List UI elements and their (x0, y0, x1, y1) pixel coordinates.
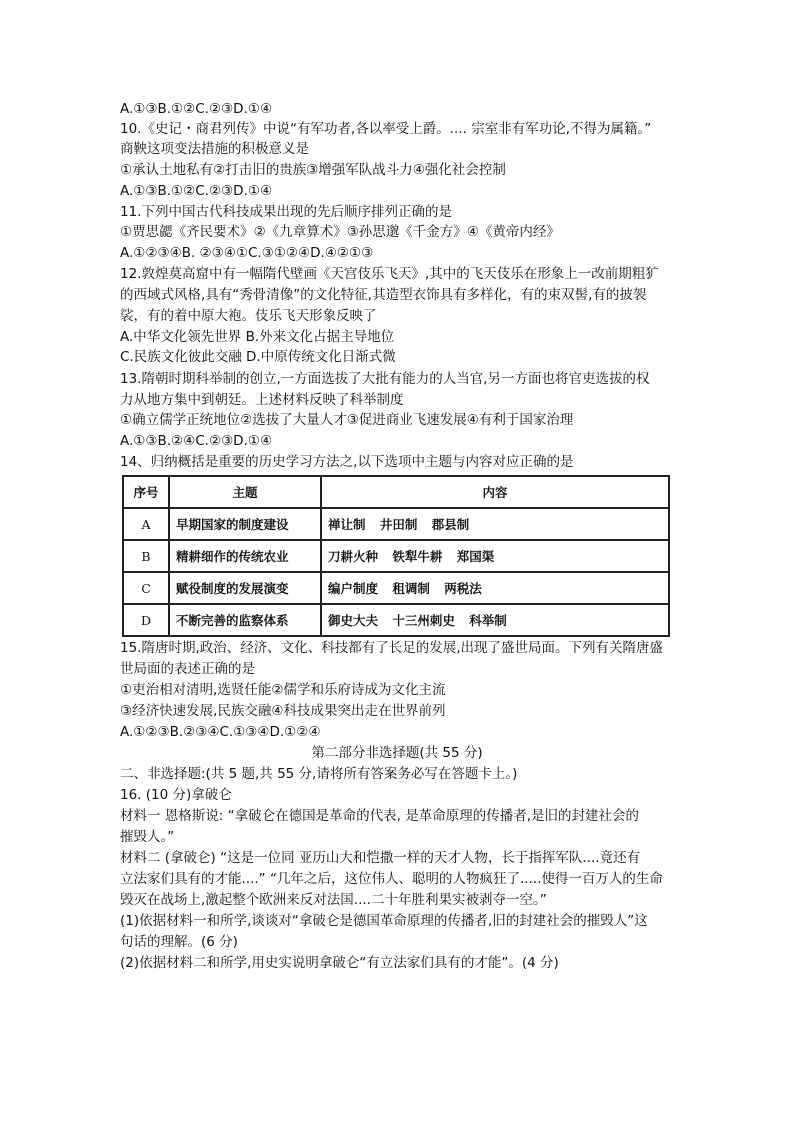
row-number: B (123, 540, 169, 572)
q9-options: A.①③B.①②C.②③D.①④ (120, 101, 273, 117)
row-theme: 不断完善的监察体系 (169, 604, 321, 636)
table-header: 主题 (169, 476, 321, 508)
table-header: 序号 (123, 476, 169, 508)
q10-stem-cont: 商鞅这项变法措施的积极意义是 (120, 141, 309, 157)
table-header: 内容 (321, 476, 669, 508)
row-theme: 赋役制度的发展演变 (169, 572, 321, 604)
material-two-cont: 毁灭在战场上,激起整个欧洲来反对法国....二十年胜利果实被剥夺一空。” (120, 892, 547, 908)
q10-options: A.①③B.①②C.②③D.①④ (120, 183, 273, 199)
q15-options: A.①②③B.②③④C.①③④D.①②④ (120, 724, 321, 740)
q12-stem-cont: 裟，有的着中原大袍。伎乐飞天形象反映了 (120, 308, 377, 324)
q11-items: ①贾思勰《齐民要术》②《九章算术》③孙思邈《千金方》④《黄帝内经》 (120, 224, 560, 240)
q16-title: 16. (10 分)拿破仑 (120, 787, 232, 803)
q15-stem: 15.隋唐时期,政治、经济、文化、科技都有了长足的发展,出现了盛世局面。下列有关隋唐盛 (120, 640, 664, 656)
q11-options: A.①②③④B. ②③④①C.③①②④D.④②①③ (120, 245, 374, 261)
row-content: 禅让制 井田制 郡县制 (321, 508, 669, 540)
table-row (123, 604, 669, 636)
q13-stem-cont: 力从地方集中到朝廷。上述材料反映了科举制度 (120, 392, 404, 408)
q12-options-cd: C.民族文化彼此交融 D.中原传统文化日渐式微 (120, 349, 396, 365)
q15-items-1: ①吏治相对清明,选贤任能②儒学和乐府诗成为文化主流 (120, 682, 446, 698)
q16-part1: (1)依据材料一和所学,谈谈对“拿破仑是德国革命原理的传播者,旧的封建社会的摧毁人”这 (120, 913, 648, 929)
q10-stem: 10.《史记・商君列传》中说“有军功者,各以率受上爵。.... 宗室非有军功论,不得为属籍。” (120, 121, 652, 137)
q14-table (122, 475, 670, 637)
section-instructions: 二、非选择题:(共 5 题,共 55 分,请将所有答案务必写在答题卡上。) (120, 766, 518, 782)
material-one-cont: 摧毁人。” (120, 829, 175, 845)
q15-stem-cont: 世局面的表述正确的是 (120, 661, 255, 677)
table-header-row (123, 476, 669, 508)
table-row (123, 540, 669, 572)
q12-stem: 12.敦煌莫高窟中有一幅隋代壁画《天宫伎乐飞天》,其中的飞天伎乐在形象上一改前期粗犷 (120, 266, 659, 282)
material-two: 材料二 (拿破仑) “这是一位同 亚历山大和恺撒一样的天才人物，长于指挥军队....竟还有 (120, 850, 641, 866)
q13-options: A.①③B.②④C.②③D.①④ (120, 433, 273, 449)
row-number: C (123, 572, 169, 604)
q11-stem: 11.下列中国古代科技成果出现的先后顺序排列正确的是 (120, 204, 452, 220)
q13-items: ①确立儒学正统地位②选拔了大量人才③促进商业飞速发展④有利于国家治理 (120, 412, 574, 428)
row-theme: 早期国家的制度建设 (169, 508, 321, 540)
q13-stem: 13.隋朝时期科举制的创立,一方面选拔了大批有能力的人当官,另一方面也将官吏选拔的权 (120, 371, 650, 387)
q15-items-2: ③经济快速发展,民族交融④科技成果突出走在世界前列 (120, 703, 446, 719)
material-one: 材料一 恩格斯说: “拿破仑在德国是革命的代表, 是革命原理的传播者,是旧的封建社会的 (120, 808, 639, 824)
row-number: D (123, 604, 169, 636)
q12-stem-cont: 的西域式风格,具有“秀骨清像”的文化特征,其造型衣饰具有多样化，有的束双髻,有的披袈 (120, 287, 647, 303)
row-content: 刀耕火种 铁犁牛耕 郑国渠 (321, 540, 669, 572)
table-row (123, 508, 669, 540)
section-title: 第二部分非选择题(共 55 分) (311, 745, 483, 761)
row-number: A (123, 508, 169, 540)
q12-options-ab: A.中华文化领先世界 B.外来文化占据主导地位 (120, 329, 395, 345)
row-content: 御史大夫 十三州刺史 科举制 (321, 604, 669, 636)
row-theme: 精耕细作的传统农业 (169, 540, 321, 572)
q16-part1-cont: 句话的理解。(6 分) (120, 934, 238, 950)
q10-items: ①承认土地私有②打击旧的贵族③增强军队战斗力④强化社会控制 (120, 162, 506, 178)
row-content: 编户制度 租调制 两税法 (321, 572, 669, 604)
q14-stem: 14、归纳概括是重要的历史学习方法之,以下选项中主题与内容对应正确的是 (120, 454, 574, 470)
table-row (123, 572, 669, 604)
q16-part2: (2)依据材料二和所学,用史实说明拿破仑“有立法家们具有的才能”。(4 分) (120, 955, 559, 971)
material-two-cont: 立法家们具有的才能....” “几年之后，这位伟人、聪明的人物疯狂了.....使得一百万人的生命 (120, 871, 663, 887)
